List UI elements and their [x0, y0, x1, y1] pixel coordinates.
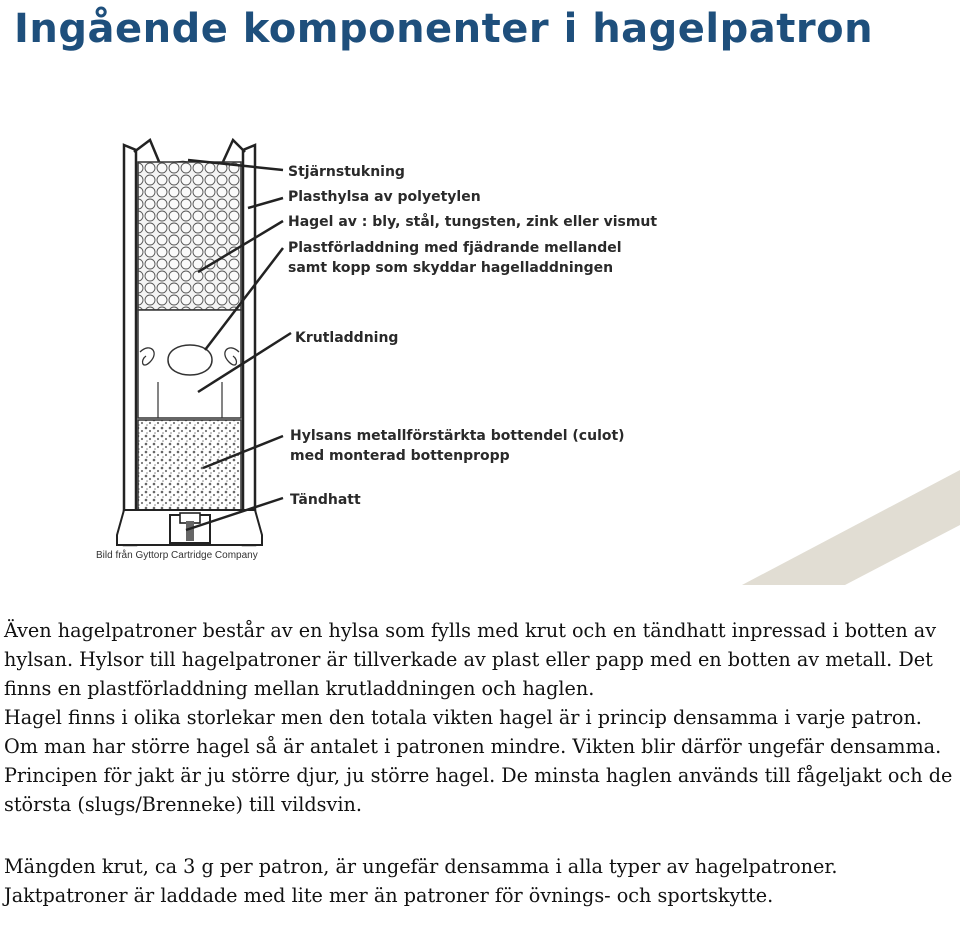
- page-title: Ingående komponenter i hagelpatron: [14, 6, 874, 52]
- article-body: [4, 616, 960, 910]
- label-wad-line1: Plastförladdning med fjädrande mellandel: [288, 240, 622, 256]
- powder-charge: [138, 420, 241, 510]
- paragraph: Mängden krut, ca 3 g per patron, är ungefär densamma i alla typer av hagelpatroner.: [4, 855, 838, 878]
- paragraph: Även hagelpatroner består av en hylsa som fylls med krut och en tändhatt inpressad i botten av hylsan. Hylsor till hagelpatroner är tillverkade av plast eller papp med en botten av metall. Det finns en plastförladdning mellan krutladdningen och haglen.: [4, 619, 937, 700]
- image-credit: Bild från Gyttorp Cartridge Company: [96, 550, 258, 561]
- paragraph: Principen för jakt är ju större djur, ju större hagel. De minsta haglen används till fågeljakt och de största (slugs/Brenneke) till vildsvin.: [4, 764, 953, 816]
- label-base-line2: med monterad bottenpropp: [290, 448, 510, 464]
- label-star-crimp: Stjärnstukning: [288, 164, 405, 180]
- cartridge-cross-section: [0, 90, 960, 590]
- cartridge-diagram: [0, 90, 960, 590]
- label-primer: Tändhatt: [290, 492, 361, 508]
- decorative-band: [742, 470, 960, 585]
- label-base-line1: Hylsans metallförstärkta bottendel (culot): [290, 428, 625, 444]
- label-wad-line2: samt kopp som skyddar hagelladdningen: [288, 260, 614, 276]
- paragraph: Jaktpatroner är laddade med lite mer än patroner för övnings- och sportskytte.: [4, 884, 774, 907]
- label-powder: Krutladdning: [295, 330, 399, 346]
- label-plastic-hull: Plasthylsa av polyetylen: [288, 189, 481, 205]
- shot-load: [138, 162, 241, 310]
- label-shot: Hagel av : bly, stål, tungsten, zink eller vismut: [288, 214, 658, 230]
- paragraph: Hagel finns i olika storlekar men den totala vikten hagel är i princip densamma i varje patron. Om man har större hagel så är antalet i patronen mindre. Vikten blir därför ungefär densamma.: [4, 706, 942, 758]
